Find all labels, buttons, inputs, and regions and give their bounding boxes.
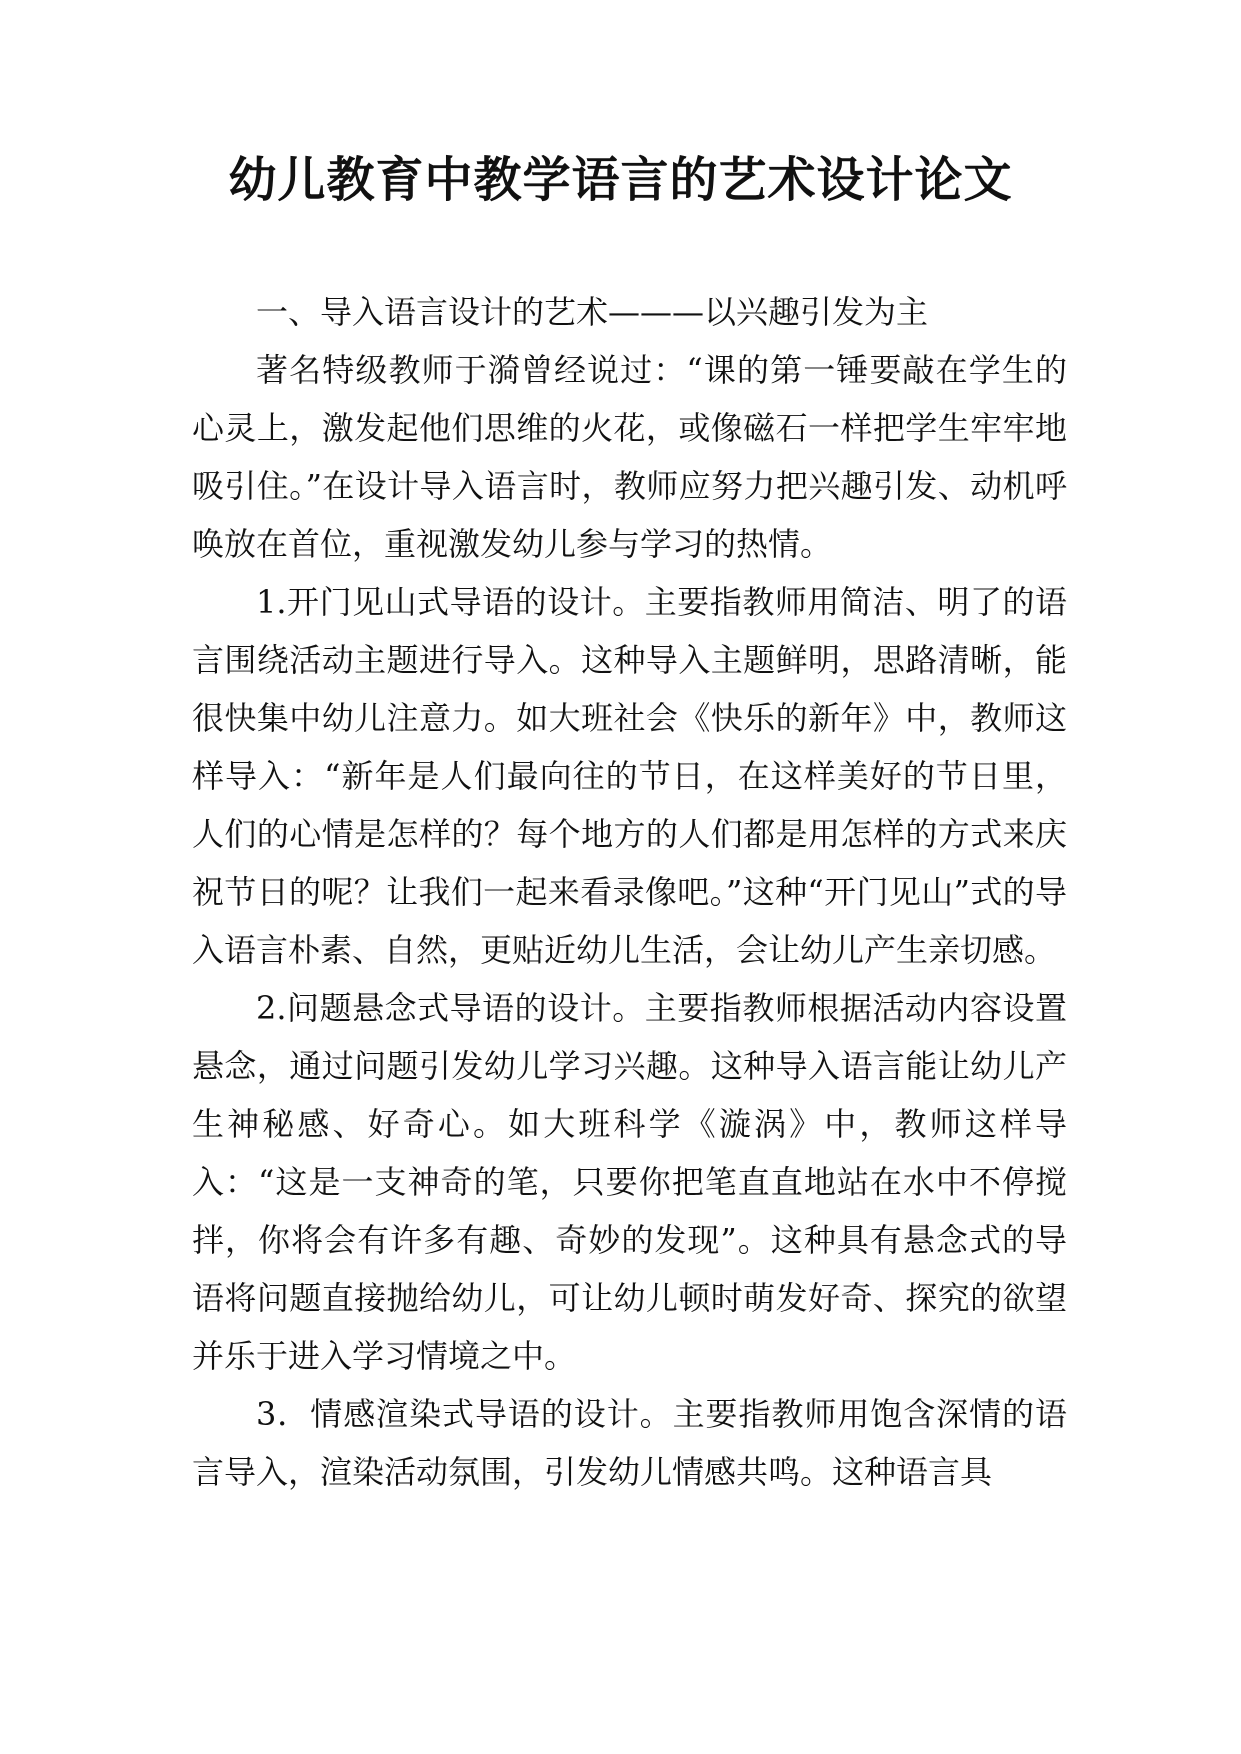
paragraph-item-3: 3．情感渲染式导语的设计。主要指教师用饱含深情的语言导入，渲染活动氛围，引发幼儿情感共鸣。这种语言具 (192, 1395, 1067, 1491)
paragraph-item-2: 2.问题悬念式导语的设计。主要指教师根据活动内容设置悬念，通过问题引发幼儿学习兴趣。这种导入语言能让幼儿产生神秘感、好奇心。如大班科学《漩涡》中，教师这样导入：“这是一支神奇的笔，只要你把笔直直地站在水中不停搅拌，你将会有许多有趣、奇妙的发现”。这种具有悬念式的导语将问题直接抛给幼儿，可让幼儿顿时萌发好奇、探究的欲望并乐于进入学习情境之中。 (192, 989, 1067, 1375)
document-body (192, 283, 1067, 1501)
document-title: 幼儿教育中教学语言的艺术设计论文 (228, 152, 1013, 208)
section-heading: 一、导入语言设计的艺术———以兴趣引发为主 (256, 293, 929, 331)
paragraph-item-1: 1.开门见山式导语的设计。主要指教师用简洁、明了的语言围绕活动主题进行导入。这种导入主题鲜明，思路清晰，能很快集中幼儿注意力。如大班社会《快乐的新年》中，教师这样导入：“新年是人们最向往的节日，在这样美好的节日里，人们的心情是怎样的？每个地方的人们都是用怎样的方式来庆祝节日的呢？让我们一起来看录像吧。”这种“开门见山”式的导入语言朴素、自然，更贴近幼儿生活，会让幼儿产生亲切感。 (192, 583, 1067, 969)
paragraph-intro: 著名特级教师于漪曾经说过：“课的第一锤要敲在学生的心灵上，激发起他们思维的火花，或像磁石一样把学生牢牢地吸引住。”在设计导入语言时，教师应努力把兴趣引发、动机呼唤放在首位，重视激发幼儿参与学习的热情。 (192, 351, 1067, 563)
